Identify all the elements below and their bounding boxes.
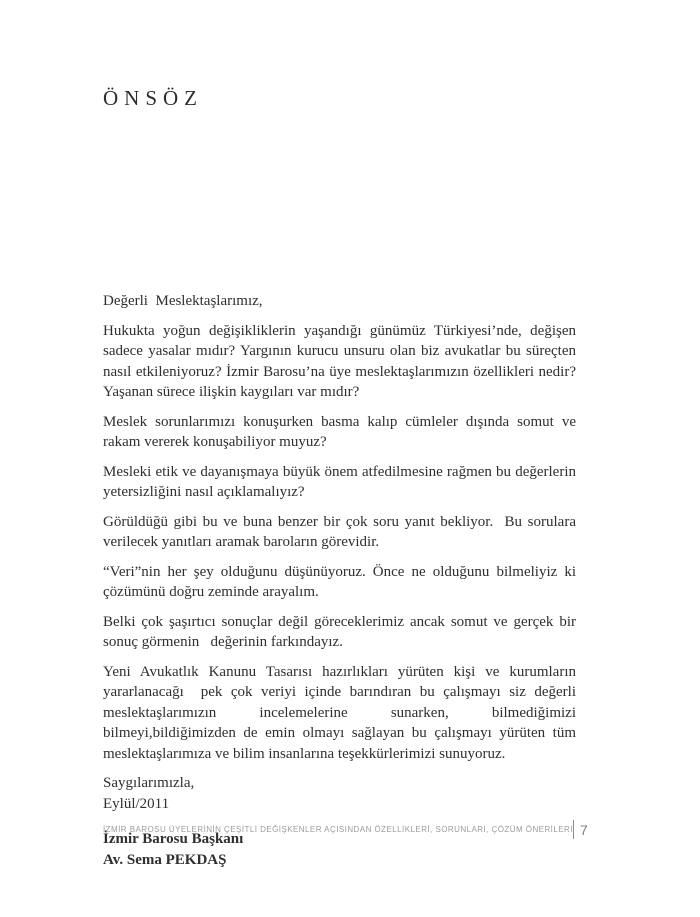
- paragraph: Mesleki etik ve dayanışmaya büyük önem atfedilmesine rağmen bu değerlerin yetersizliğini nasıl açıklamalıyız?: [103, 463, 580, 500]
- paragraph: Belki çok şaşırtıcı sonuçlar değil göreceklerimiz ancak somut ve gerçek bir sonuç görmenin değerinin farkındayız.: [103, 613, 580, 650]
- closing-regards: Saygılarımızla,: [103, 775, 195, 791]
- paragraph: Hukukta yoğun değişikliklerin yaşandığı günümüz Türkiyesi’nde, değişen sadece yasalar mıdır? Yargının kurucu unsuru olan biz avukatlar bu süreçten nasıl etkileniyoruz? İzmir Barosu’na üye meslektaşlarımızın özellikleri nedir? Yaşanan sürece ilişkin kaygıları var mıdır?: [103, 322, 580, 400]
- paragraph: Meslek sorunlarımızı konuşurken basma kalıp cümleler dışında somut ve rakam vererek konuşabiliyor muyuz?: [103, 413, 580, 450]
- page-title: ÖNSÖZ: [103, 86, 204, 110]
- paragraph: Yeni Avukatlık Kanunu Tasarısı hazırlıkları yürüten kişi ve kurumların yararlanacağı pek çok veriyi içinde barındıran bu çalışmayı siz değerli meslektaşlarımızın incelemelerine sunarken, bilmediğimizi bilmeyi,bildiğimizden de emin olmayı sağlayan bu çalışmayı yürüten tüm meslektaşlarımıza ve bilim insanlarına teşekkürlerimizi sunuyoruz.: [103, 663, 580, 762]
- signature-role: İzmir Barosu Başkanı: [103, 831, 244, 847]
- paragraph: Görüldüğü gibi bu ve buna benzer bir çok soru yanıt bekliyor. Bu sorulara verilecek yanıtları aramak baroların görevidir.: [103, 513, 584, 550]
- paragraph: “Veri”nin her şey olduğunu düşünüyoruz. Önce ne olduğunu bilmeliyiz ki çözümünü doğru zeminde arayalım.: [103, 563, 580, 600]
- footer-page-indicator: [573, 820, 588, 839]
- footer-divider: [573, 820, 574, 839]
- closing-date: Eylül/2011: [103, 795, 170, 812]
- page-footer: [103, 820, 588, 839]
- signature-name: Av. Sema PEKDAŞ: [103, 851, 227, 868]
- page-number: 7: [579, 821, 588, 838]
- footer-running-title: İZMİR BAROSU ÜYELERİNİN ÇEŞİTLİ DEĞİŞKENLER AÇISINDAN ÖZELLİKLERİ, SORUNLARI, ÇÖZÜM ÖNERİLERİ: [103, 825, 573, 834]
- document-body: [103, 291, 584, 870]
- salutation: Değerli Meslektaşlarımız,: [103, 293, 263, 309]
